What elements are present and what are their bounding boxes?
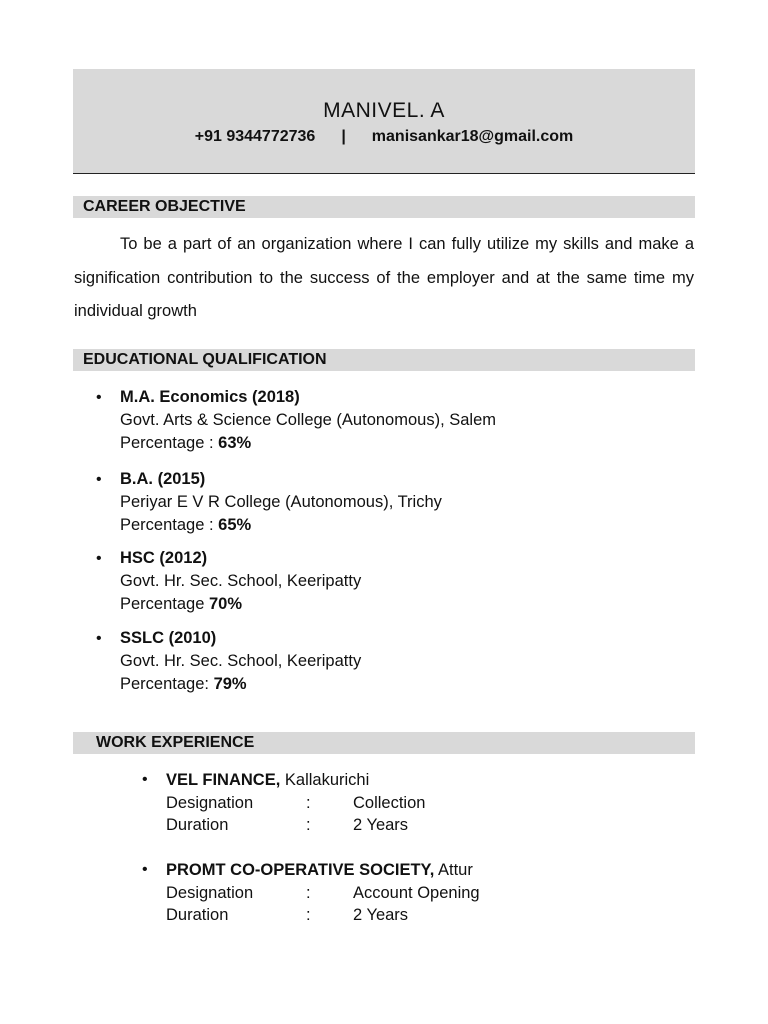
work-item (142, 859, 686, 927)
resume-header (73, 69, 695, 174)
work-location: Kallakurichi (280, 771, 370, 789)
bullet-icon: • (96, 389, 102, 406)
section-heading-career-objective: CAREER OBJECTIVE (73, 196, 695, 218)
work-duration-row: Duration : 2 Years (166, 814, 686, 837)
work-designation-row: Designation : Account Opening (166, 882, 686, 905)
education-degree: HSC (2012) (120, 549, 208, 567)
work-designation: Collection (353, 793, 426, 812)
education-item (96, 547, 680, 616)
work-company: VEL FINANCE, (166, 771, 281, 789)
bullet-icon: • (96, 471, 102, 488)
bullet-icon: • (142, 771, 148, 788)
education-item (96, 468, 680, 537)
education-institution: Govt. Hr. Sec. School, Keeripatty (120, 652, 362, 670)
work-company-line (166, 769, 686, 792)
education-institution: Periyar E V R College (Autonomous), Trichy (120, 493, 442, 511)
work-duration: 2 Years (353, 906, 409, 924)
section-heading-work-experience: WORK EXPERIENCE (73, 732, 695, 754)
education-institution: Govt. Arts & Science College (Autonomous), Salem (120, 411, 497, 429)
education-institution: Govt. Hr. Sec. School, Keeripatty (120, 572, 362, 590)
education-degree: M.A. Economics (2018) (120, 388, 300, 406)
education-percentage: Percentage: 79% (120, 675, 247, 693)
contact-separator: | (341, 128, 346, 145)
education-percentage: Percentage 70% (120, 595, 243, 613)
contact-line (73, 128, 695, 146)
education-item (96, 627, 680, 696)
work-item (142, 769, 686, 837)
work-designation-row: Designation : Collection (166, 792, 686, 815)
education-degree: B.A. (2015) (120, 470, 206, 488)
work-duration-row: Duration : 2 Years (166, 904, 686, 927)
bullet-icon: • (96, 630, 102, 647)
work-location: Attur (434, 861, 473, 879)
email-address: manisankar18@gmail.com (371, 128, 574, 145)
work-company-line (166, 859, 686, 882)
bullet-icon: • (96, 550, 102, 567)
career-objective-text: To be a part of an organization where I can fully utilize my skills and make a signification contribution to the success of the employer and at the same time my individual growth (74, 235, 694, 320)
candidate-name: MANIVEL. A (323, 99, 445, 122)
education-percentage: Percentage : 63% (120, 434, 252, 452)
work-duration: 2 Years (353, 816, 409, 834)
work-company: PROMT CO-OPERATIVE SOCIETY, (166, 861, 435, 879)
education-item (96, 386, 680, 455)
education-degree: SSLC (2010) (120, 629, 217, 647)
bullet-icon: • (142, 861, 148, 878)
phone-number: +91 9344772736 (194, 128, 316, 145)
education-percentage: Percentage : 65% (120, 516, 252, 534)
section-heading-education: EDUCATIONAL QUALIFICATION (73, 349, 695, 371)
work-designation: Account Opening (353, 883, 480, 902)
